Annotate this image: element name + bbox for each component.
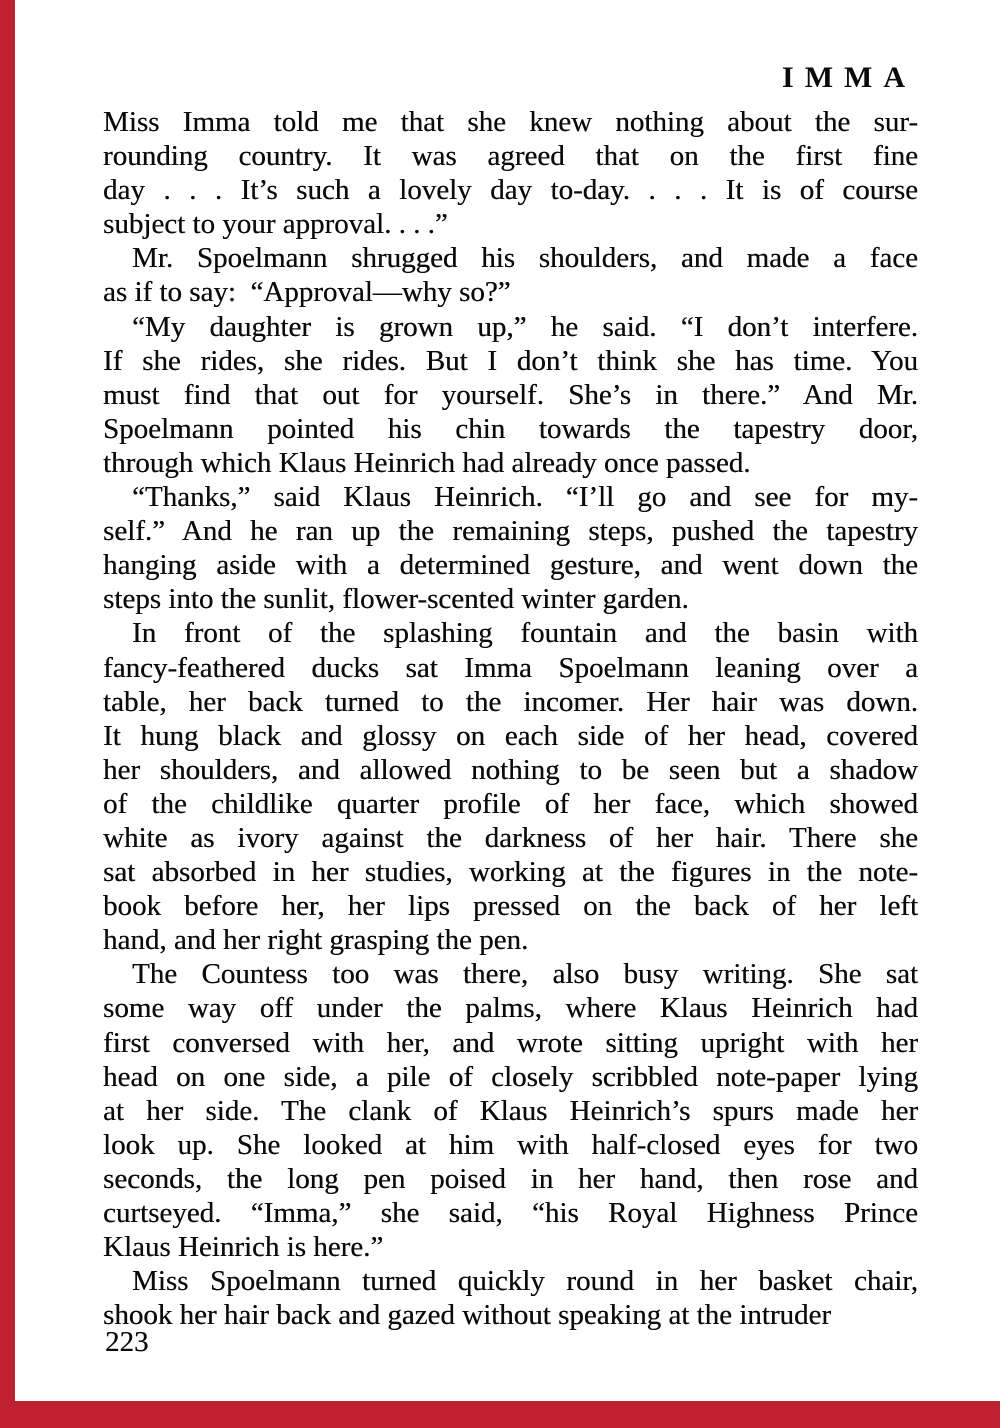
text-line: shook her hair back and gazed without speaking at the intruder xyxy=(103,1299,831,1332)
text-line: as if to say: “Approval—why so?” xyxy=(103,276,511,309)
scan-edge-left xyxy=(0,0,15,1428)
text-line: some way off under the palms, where Klaus Heinrich had xyxy=(103,992,918,1025)
body-text xyxy=(103,105,918,1332)
text-line: first conversed with her, and wrote sitting upright with her xyxy=(103,1026,918,1059)
text-line: at her side. The clank of Klaus Heinrich’s spurs made her xyxy=(103,1094,918,1127)
text-line: hanging aside with a determined gesture, and went down the xyxy=(103,549,918,582)
text-line: table, her back turned to the incomer. Her hair was down. xyxy=(103,685,918,718)
text-line: “My daughter is grown up,” he said. “I don’t interfere. xyxy=(132,310,918,343)
text-line: self.” And he ran up the remaining steps, pushed the tapestry xyxy=(103,515,918,548)
text-line: day . . . It’s such a lovely day to-day. . . . It is of course xyxy=(103,174,918,207)
text-line: through which Klaus Heinrich had already once passed. xyxy=(103,446,751,479)
text-line: rounding country. It was agreed that on the first fine xyxy=(103,140,918,173)
text-line: hand, and her right grasping the pen. xyxy=(103,924,529,957)
text-line: head on one side, a pile of closely scribbled note-paper lying xyxy=(103,1060,918,1093)
text-line: Spoelmann pointed his chin towards the tapestry door, xyxy=(103,412,918,445)
text-line: subject to your approval. . . .” xyxy=(103,208,448,241)
text-line: Miss Spoelmann turned quickly round in her basket chair, xyxy=(132,1265,918,1298)
text-line: must find that out for yourself. She’s in there.” And Mr. xyxy=(103,378,918,411)
text-block xyxy=(103,0,918,1428)
text-line: white as ivory against the darkness of her hair. There she xyxy=(103,821,918,854)
text-line: of the childlike quarter profile of her face, which showed xyxy=(103,787,918,820)
page-number: 223 xyxy=(105,1326,149,1358)
text-line: her shoulders, and allowed nothing to be seen but a shadow xyxy=(103,753,918,786)
text-line: sat absorbed in her studies, working at the figures in the note- xyxy=(103,856,918,889)
text-line: Mr. Spoelmann shrugged his shoulders, and made a face xyxy=(132,242,918,275)
text-line: book before her, her lips pressed on the back of her left xyxy=(103,890,918,923)
text-line: “Thanks,” said Klaus Heinrich. “I’ll go and see for my- xyxy=(132,481,918,514)
text-line: Klaus Heinrich is here.” xyxy=(103,1231,384,1264)
text-line: In front of the splashing fountain and the basin with xyxy=(132,617,918,650)
text-line: It hung black and glossy on each side of her head, covered xyxy=(103,719,918,752)
text-line: The Countess too was there, also busy writing. She sat xyxy=(132,958,918,991)
text-line: If she rides, she rides. But I don’t think she has time. You xyxy=(103,344,918,377)
text-line: seconds, the long pen poised in her hand, then rose and xyxy=(103,1162,918,1195)
running-header: IMMA xyxy=(782,61,916,94)
text-line: curtseyed. “Imma,” she said, “his Royal Highness Prince xyxy=(103,1197,918,1229)
text-line: steps into the sunlit, flower-scented winter garden. xyxy=(103,583,689,616)
text-line: Miss Imma told me that she knew nothing about the sur- xyxy=(103,106,918,138)
text-line: look up. She looked at him with half-closed eyes for two xyxy=(103,1128,918,1161)
text-line: fancy-feathered ducks sat Imma Spoelmann leaning over a xyxy=(103,651,918,684)
